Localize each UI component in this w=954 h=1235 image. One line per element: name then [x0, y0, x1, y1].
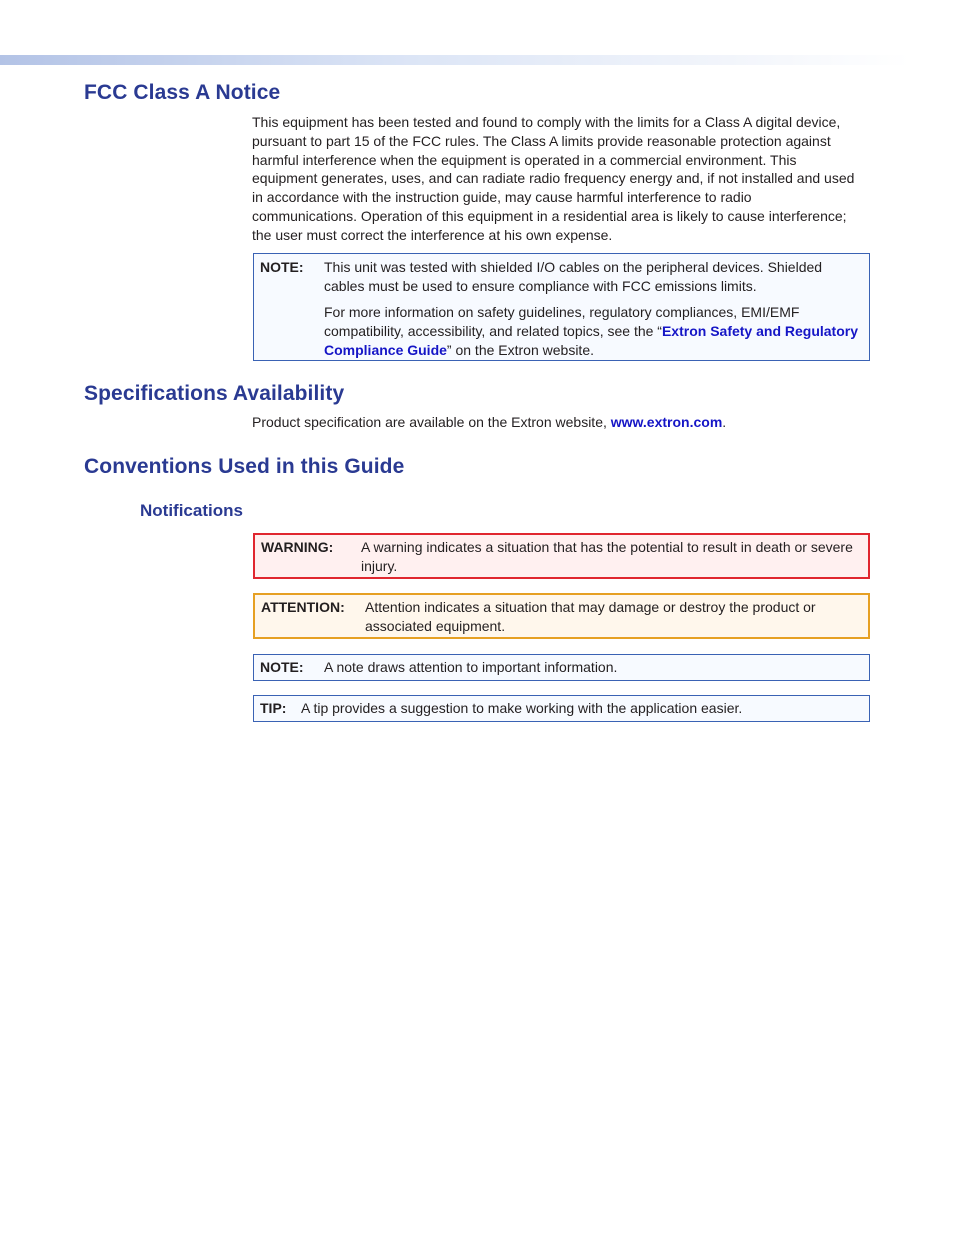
note-label-2: NOTE:	[260, 659, 304, 675]
fcc-note-box	[253, 253, 870, 361]
safety-guide-link[interactable]: Extron Safety and Regulatory Compliance Guide	[324, 323, 859, 358]
extron-website-link[interactable]: www.extron.com	[610, 414, 723, 430]
conventions-heading: Conventions Used in this Guide	[84, 455, 405, 478]
warning-text: A warning indicates a situation that has the potential to result in death or severe injury.	[361, 539, 853, 574]
specs-heading: Specifications Availability	[84, 382, 345, 405]
notifications-subheading: Notifications	[140, 501, 243, 520]
warning-label: WARNING:	[261, 539, 334, 555]
tip-label: TIP:	[260, 700, 287, 716]
tip-box	[253, 695, 870, 722]
fcc-heading: FCC Class A Notice	[84, 81, 281, 104]
note-label: NOTE:	[260, 259, 304, 275]
note-box	[253, 654, 870, 681]
fcc-paragraph: This equipment has been tested and found to comply with the limits for a Class A digital device, pursuant to part 15 of the FCC rules. The Class A limits provide reasonable protection against harmful interference when the equipment is operated in a commercial environment. This equipment generates, uses, and can radiate radio frequency energy and, if not installed and used in accordance with the instruction guide, may cause harmful interference to radio communications. Operation of this equipment in a residential area is likely to cause interference; the user must correct the interference at his own expense.	[252, 114, 855, 243]
fcc-note-text-2: For more information on safety guidelines, regulatory compliances, EMI/EMF compatibility, accessibility, and related topics, see the “Extron Safety and Regulatory Compliance Guide” on the Extron website.	[324, 304, 859, 358]
attention-text: Attention indicates a situation that may damage or destroy the product or associated equipment.	[365, 599, 816, 634]
attention-label: ATTENTION:	[261, 599, 345, 615]
warning-box	[253, 533, 870, 579]
attention-box	[253, 593, 870, 639]
header-band	[0, 55, 910, 65]
fcc-note-text-1: This unit was tested with shielded I/O cables on the peripheral devices. Shielded cables must be used to ensure compliance with FCC emissions limits.	[324, 259, 823, 294]
tip-text: A tip provides a suggestion to make working with the application easier.	[301, 700, 743, 716]
specs-paragraph: Product specification are available on the Extron website, www.extron.com.	[252, 414, 727, 430]
note-text: A note draws attention to important information.	[324, 659, 618, 675]
